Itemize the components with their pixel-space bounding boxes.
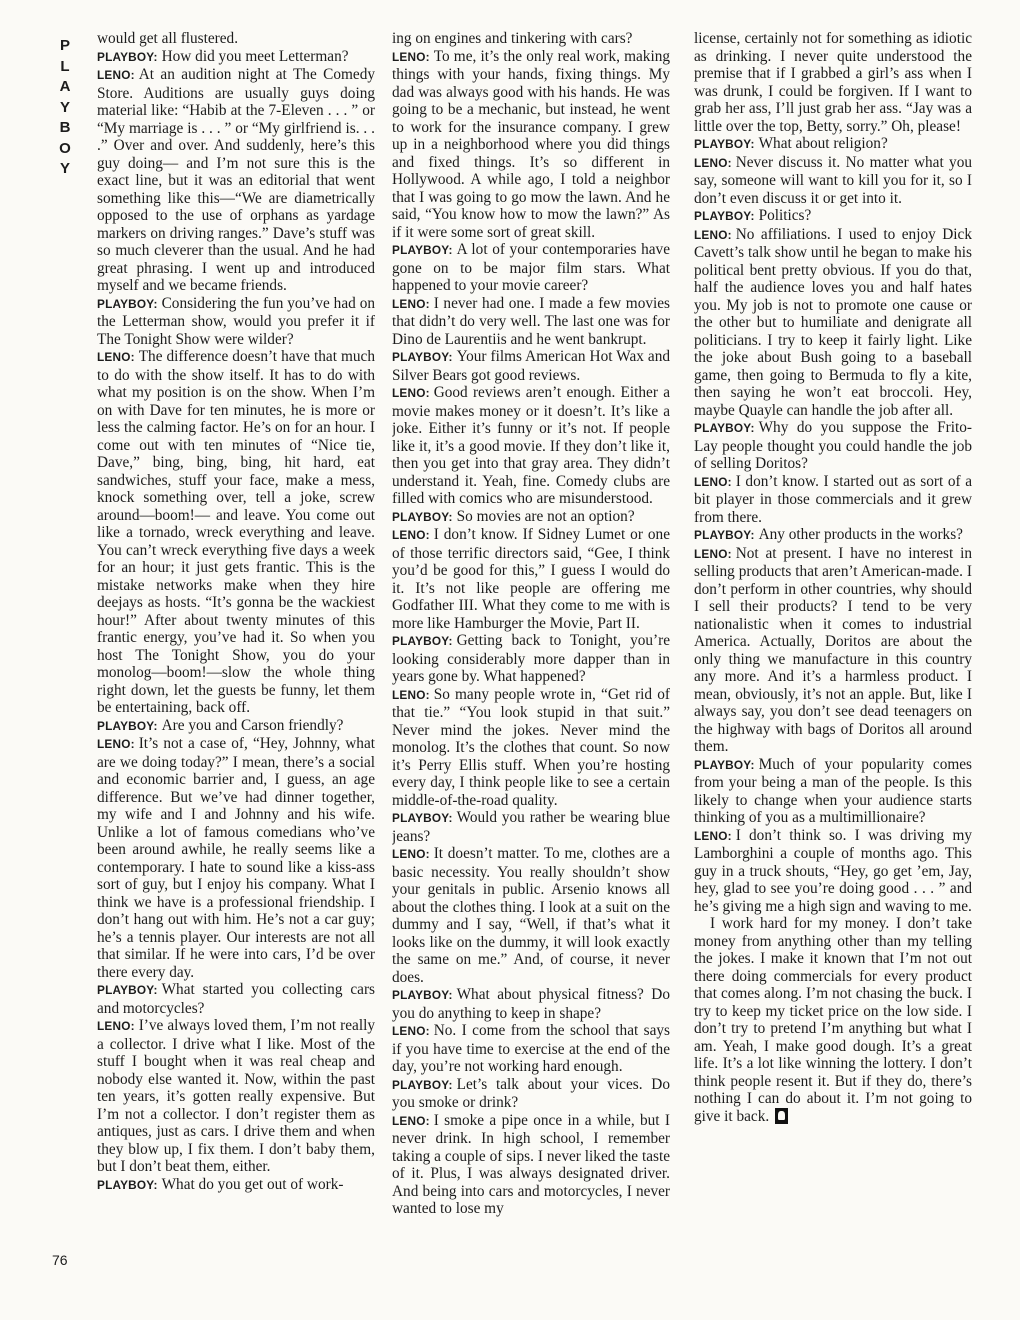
paragraph-text: Why do you suppose the Frito-Lay people thought you could handle the job of selling Doritos? [694, 419, 972, 472]
speaker-label-playboy: PLAYBOY: [97, 718, 158, 733]
interview-paragraph [97, 295, 375, 349]
speaker-label-leno: LENO: [392, 1113, 430, 1128]
interview-paragraph [392, 295, 670, 349]
interview-paragraph [694, 226, 972, 420]
speaker-label-leno: LENO: [392, 386, 430, 400]
article-column-3 [694, 30, 972, 1280]
side-title-letter: O [59, 139, 71, 157]
interview-paragraph [392, 809, 670, 845]
paragraph-text: What about religion? [758, 135, 888, 152]
interview-paragraph [392, 384, 670, 508]
paragraph-text: Let’s talk about your vices. Do you smoke or drink? [392, 1075, 670, 1111]
interview-paragraph [694, 419, 972, 473]
speaker-label-playboy: PLAYBOY: [392, 509, 453, 524]
paragraph-text: Good reviews aren’t enough. Either a movie makes money or it doesn’t. It’s like a joke. Either it’s funny or it’s not. If people like it, it’s a good movie. If they don’t like it, then you get into that gray area. They didn’t understand it. Yeah, fine. Comedy clubs are filled with comics who are misunderstood. [392, 384, 670, 507]
interview-paragraph [694, 135, 972, 154]
speaker-label-leno: LENO: [392, 1024, 430, 1038]
interview-paragraph [97, 981, 375, 1017]
speaker-label-playboy: PLAYBOY: [97, 983, 158, 997]
paragraph-text: What started you collecting cars and motorcycles? [97, 981, 375, 1017]
interview-paragraph [694, 827, 972, 916]
paragraph-text: Would you rather be wearing blue jeans? [392, 809, 670, 845]
speaker-label-leno: LENO: [392, 49, 430, 64]
paragraph-text: Are you and Carson friendly? [161, 716, 344, 734]
speaker-label-leno: LENO: [392, 687, 430, 702]
interview-paragraph [392, 526, 670, 632]
paragraph-text: Getting back to Tonight, you’re looking considerably more dapper than in years gone by. What happened? [392, 632, 670, 685]
speaker-label-playboy: PLAYBOY: [694, 528, 755, 542]
speaker-label-playboy: PLAYBOY: [694, 137, 755, 151]
interview-paragraph [97, 348, 375, 717]
paragraph-text: Never discuss it. No matter what you say, someone will want to kill you for it, so I don’t even discuss it or get into it. [694, 153, 972, 207]
speaker-label-playboy: PLAYBOY: [97, 49, 158, 64]
paragraph-text: How did you meet Letterman? [161, 47, 349, 65]
paragraph-text: I don’t know. If Sidney Lumet or one of those terrific directors said, “Gee, I think you’d be good for this,” I guess I would do it. It’s not like people are offering me Godfather III. What they come to me with is more like Hamburger the Movie, Part II. [392, 526, 670, 632]
interview-paragraph [392, 508, 670, 527]
interview-paragraph [97, 1176, 375, 1195]
paragraph-text: Any other products in the works? [758, 526, 963, 543]
interview-paragraph [97, 30, 375, 48]
speaker-label-leno: LENO: [97, 68, 135, 82]
paragraph-text: It’s not a case of, “Hey, Johnny, what are we doing today?” I mean, there’s a social and economic barrier and, I guess, an age difference. But we’ve had dinner together, my wife and I and Johnny and his wife. Unlike a lot of famous comedians who’ve been around awhile, he really seems like a contemporary. I hate to sound like a kiss-ass sort of guy, but I enjoy his company. What I think we have is a professional friendship. I don’t hang out with him. He’s not a car guy; he’s a tennis player. Our interests are not all that similar. If he were into cars, I’d be over there every day. [97, 735, 375, 981]
side-title-letter: Y [59, 160, 70, 177]
speaker-label-leno: LENO: [694, 227, 732, 242]
paragraph-text: ing on engines and tinkering with cars? [392, 30, 633, 47]
speaker-label-playboy: PLAYBOY: [694, 209, 755, 223]
interview-paragraph [392, 845, 670, 986]
interview-paragraph [392, 30, 670, 48]
interview-paragraph [392, 632, 670, 686]
paragraph-text: What about physical fitness? Do you do anything to keep in shape? [392, 986, 670, 1022]
paragraph-text: I smoke a pipe once in a while, but I never drink. In high school, I remember taking a couple of sips. I never liked the taste of it. Plus, I was always designated driver. And being into cars and motorcycles, I never wanted to lose my [392, 1111, 670, 1217]
side-title-letter: B [59, 119, 71, 136]
speaker-label-playboy: PLAYBOY: [392, 811, 453, 825]
speaker-label-playboy: PLAYBOY: [392, 243, 453, 257]
paragraph-text: Your films American Hot Wax and Silver Bears got good reviews. [392, 348, 670, 384]
paragraph-text: license, certainly not for something as idiotic as drinking. I never quite understood the premise that if I grabbed a girl’s ass when I was drunk, I could be forgiven. If I want to grab her ass, I’ll just grab her ass. “Jay was a little over the top, Betty, sorry.” Oh, please! [694, 30, 972, 135]
paragraph-text: To me, it’s the only real work, making things with your hands, fixing things. My dad was always good with his hands. He was going to be a mechanic, but instead, he went to work for the insurance company. I grew up in a neighborhood where you did things and fixed things. It’s so different in Hollywood. A while ago, I told a neighbor that I was going to go mow the lawn. And he said, “You know how to mow the lawn?” As if it were some sort of great skill. [392, 47, 670, 241]
speaker-label-playboy: PLAYBOY: [97, 296, 158, 311]
interview-paragraph [694, 915, 972, 1125]
speaker-label-playboy: PLAYBOY: [392, 1077, 453, 1092]
interview-paragraph [392, 1112, 670, 1218]
paragraph-text: Not at present. I have no interest in selling products that aren’t American-made. I don’t perform in other countries, why should I sell their products? I tend to be very nationalistic when it comes to industrial America. Actually, Doritos are about the only thing we manufacture in this country any more. And it’s a harmless product. I mean, obviously, it’s not an apple. But, like I always say, you don’t see dead teenagers on the highway with bags of Doritos all around them. [694, 544, 972, 755]
speaker-label-leno: LENO: [392, 528, 430, 542]
paragraph-text: I don’t know. I started out as sort of a bit player in those commercials and it grew from there. [694, 472, 972, 526]
interview-paragraph [392, 986, 670, 1022]
speaker-label-playboy: PLAYBOY: [392, 988, 453, 1002]
interview-paragraph [694, 207, 972, 226]
paragraph-text: No. I come from the school that says if you have time to exercise at the end of the day, you’re not working hard enough. [392, 1022, 670, 1075]
speaker-label-leno: LENO: [97, 350, 135, 364]
speaker-label-leno: LENO: [694, 474, 732, 489]
paragraph-text: So movies are not an option? [456, 507, 635, 525]
article-column-1 [97, 30, 375, 1280]
interview-paragraph [97, 48, 375, 67]
article-column-2 [392, 30, 670, 1280]
paragraph-text: would get all flustered. [97, 30, 239, 47]
side-title-letter: Y [59, 98, 70, 116]
speaker-label-leno: LENO: [97, 737, 135, 751]
paragraph-text: Much of your popularity comes from your being a man of the people. Is this likely to change when your audience starts thinking of you as a multimillionaire? [694, 755, 972, 826]
interview-paragraph [97, 1017, 375, 1176]
speaker-label-playboy: PLAYBOY: [392, 634, 453, 648]
interview-paragraph [694, 545, 972, 756]
magazine-side-title [50, 36, 80, 180]
paragraph-text: The difference doesn’t have that much to do with the show itself. It has to do with what my position is on the show. When I’m on with Dave for ten minutes, he is more or less the calming factor. He’s on for an hour. I come out with ten minutes of “Nice tie, Dave,” bing, bing, bing, hit hard, eat sandwiches, stuff your face, make a mess, knock something over, tell a joke, screw around—boom!— and leave. You come out like a tornado, wreck everything and leave. You can’t wreck everything five days a week for an hour; it just gets frantic. This is the mistake networks make when they hire deejays as hosts. “It’s gonna be the wackiest hour!” After about twenty minutes of this frantic energy, you’ve had it. So when you host The Tonight Show, you do your monolog—boom!—slow the whole thing right down, let the guests be funny, let them be entertaining, back off. [97, 348, 375, 716]
paragraph-text: I don’t think so. I was driving my Lamborghini a couple of months ago. This guy in a truck shouts, “Hey, go get ’em, Jay, hey, glad to see you’re doing good . . . ” and he’s giving me a high sign and waving to me. [694, 826, 972, 915]
speaker-label-playboy: PLAYBOY: [392, 350, 453, 364]
interview-paragraph [694, 30, 972, 135]
paragraph-text: I’ve always loved them, I’m not really a collector. I drive what I like. Most of the stuff I bought when it was real cheap and nobody else wanted it. Now, within the past ten years, it’s gotten really expensive. But I’m not a collector. I don’t register them as antiques, just as cars. I drive them and when they blow up, I fix them. I don’t baby them, but I don’t beat them, either. [97, 1017, 375, 1175]
interview-paragraph [97, 735, 375, 981]
interview-paragraph [392, 48, 670, 242]
speaker-label-leno: LENO: [694, 155, 732, 170]
speaker-label-playboy: PLAYBOY: [694, 421, 755, 435]
paragraph-text: Politics? [758, 207, 812, 224]
speaker-label-leno: LENO: [694, 828, 732, 843]
paragraph-text: I work hard for my money. I don’t take money from anything other than my telling the jokes. I make it known that I’m not out there doing commercials for every product that comes along. I’m not chasing the buck. I try to keep my ticket price on the low side. I don’t try to pretend I’m anything but what I am. Yeah, I make good dough. It’s a great life. It’s a lot like winning the lottery. I don’t think people resent it. But if they do, there’s nothing I can do about it. I’m not going to give it back. [694, 915, 972, 1125]
interview-paragraph [694, 756, 972, 827]
paragraph-text: I never had one. I made a few movies that didn’t do very well. The last one was for Dino de Laurentiis and he went bankrupt. [392, 294, 670, 348]
side-title-letter: L [60, 57, 70, 75]
paragraph-text: At an audition night at The Comedy Store. Auditions are usually guys doing material like: “Habib at the 7-Eleven . . . ” or “My marriage is . . . ” or “My girlfriend is. . . .” Over and over. And suddenly, here’s this guy doing— and I’m not sure this is the exact line, but it was an editorial that went something like this—“We are diametrically opposed to the use of orphans as yardage markers on driving ranges.” Dave’s stuff was so much cleverer than the usual. And he had great phrasing. I went up and introduced myself and we became friends. [97, 66, 375, 294]
interview-paragraph [392, 348, 670, 384]
speaker-label-leno: LENO: [392, 847, 430, 861]
speaker-label-playboy: PLAYBOY: [694, 757, 755, 772]
page-number: 76 [52, 1252, 68, 1268]
paragraph-text: What do you get out of work- [161, 1175, 344, 1193]
side-title-letter: A [59, 78, 71, 95]
interview-paragraph [392, 1022, 670, 1076]
interview-paragraph [694, 473, 972, 527]
speaker-label-playboy: PLAYBOY: [97, 1177, 158, 1192]
speaker-label-leno: LENO: [97, 1019, 135, 1033]
interview-paragraph [392, 1076, 670, 1112]
end-mark-bunny-icon [775, 1108, 788, 1124]
paragraph-text: A lot of your contemporaries have gone on to be major film stars. What happened to your movie career? [392, 241, 670, 294]
paragraph-text: Considering the fun you’ve had on the Letterman show, would you prefer it if The Tonight Show were wilder? [97, 294, 375, 348]
interview-paragraph [392, 686, 670, 810]
interview-paragraph [97, 717, 375, 736]
interview-paragraph [392, 241, 670, 295]
interview-paragraph [694, 526, 972, 545]
paragraph-text: So many people wrote in, “Get rid of that tie.” “You look stupid in that suit.” Never mind the jokes. Never mind the monolog. It’s the clothes that count. So now it’s Perry Ellis stuff. When you’re hosting every day, I think people like to see a certain middle-of-the-road quality. [392, 685, 670, 809]
speaker-label-leno: LENO: [694, 546, 732, 561]
interview-paragraph [97, 66, 375, 295]
side-title-letter: P [59, 37, 70, 54]
interview-paragraph [694, 154, 972, 208]
paragraph-text: No affiliations. I used to enjoy Dick Cavett’s talk show until he began to make his political bent pretty obvious. If you do that, half the audience loves you and half hates you. My job is not to promote one cause or the other but to humiliate and denigrate all politicians. I try to keep it fairly light. Like the joke about Bush going to a baseball game, then going to Bermuda to fly a kite, then saying he won’t eat broccoli. Hey, maybe Quayle can handle the job after all. [694, 225, 972, 419]
paragraph-text: It doesn’t matter. To me, clothes are a basic necessity. You really shouldn’t show your genitals in public. Arsenio knows all about the clothes thing. I look at a suit on the dummy and I say, “Well, if that’s what it looks like on the dummy, it will look exactly the same on me.” And, of course, it never does. [392, 845, 670, 986]
speaker-label-leno: LENO: [392, 296, 430, 311]
